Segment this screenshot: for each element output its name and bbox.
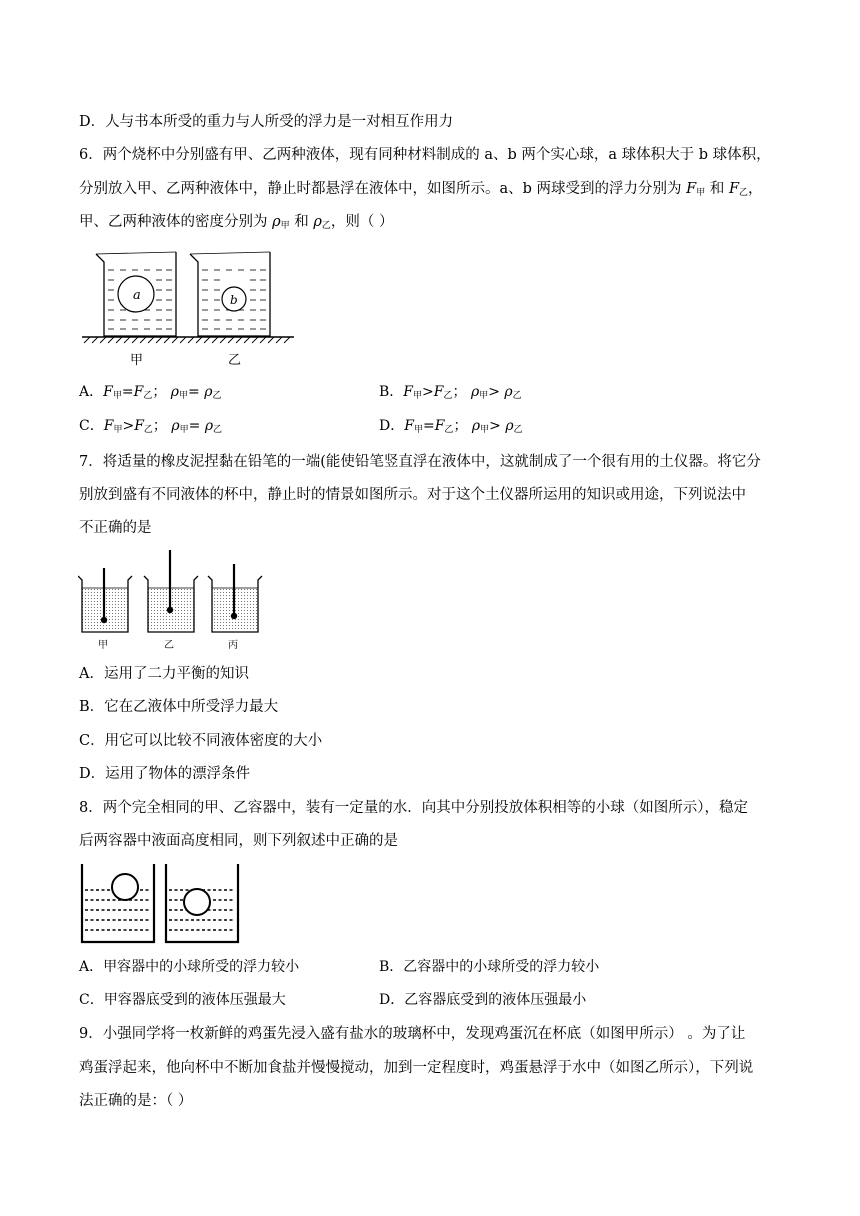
q8-stem-line-2: 后两容器中液面高度相同，则下列叙述中正确的是 xyxy=(79,833,398,849)
q6-option-a[interactable]: A．$F_甲=F_乙$； $\rho_甲= \rho_乙$ xyxy=(79,384,222,401)
q7-option-d[interactable]: D．运用了物体的漂浮条件 xyxy=(79,766,251,782)
q7-beaker-yi xyxy=(144,550,198,632)
q6-beakers-figure xyxy=(78,240,298,372)
q8-option-c[interactable]: C．甲容器底受到的液体压强最大 xyxy=(79,992,286,1008)
q8-container-jia xyxy=(82,864,154,942)
q6-option-c[interactable]: C．$F_甲>F_乙$； $\rho_甲= \rho_乙$ xyxy=(79,418,223,435)
q6-label-jia: 甲 xyxy=(130,353,144,368)
q7-option-b[interactable]: B．它在乙液体中所受浮力最大 xyxy=(79,699,279,715)
q8-ball-yi xyxy=(184,889,210,915)
q9-stem-line-3: 法正确的是：（ ） xyxy=(79,1093,193,1109)
q6-stem-line-2: 分别放入甲、乙两种液体中，静止时都悬浮在液体中，如图所示。a、b 两球受到的浮力分别为 $F_甲$ 和 $F_乙$， xyxy=(79,181,763,198)
q6-ball-a-label: a xyxy=(133,288,141,303)
q6-ground-hatch xyxy=(84,337,290,343)
q7-label-bing: 丙 xyxy=(228,640,238,651)
q7-beaker-bing xyxy=(208,564,262,632)
q7-stem-line-1: 7．将适量的橡皮泥捏黏在铅笔的一端(能使铅笔竖直浮在液体中，这就制成了一个很有用的土仪器。将它分 xyxy=(79,454,761,470)
q6-label-yi: 乙 xyxy=(228,353,242,368)
q9-stem-line-2: 鸡蛋浮起来，他向杯中不断加食盐并慢慢搅动，加到一定程度时，鸡蛋悬浮于水中（如图乙所示），下列说 xyxy=(79,1060,754,1076)
q6-stem-line-1: 6．两个烧杯中分别盛有甲、乙两种液体，现有同种材料制成的 a、b 两个实心球，a 球体积大于 b 球体积， xyxy=(79,147,771,163)
q7-pencil-figure xyxy=(78,546,268,652)
q8-container-yi xyxy=(166,864,238,942)
q6-stem-line-3: 甲、乙两种液体的密度分别为 $\rho_甲$ 和 $\rho_乙$，则（ ） xyxy=(79,214,394,231)
q9-stem-line-1: 9．小强同学将一枚新鲜的鸡蛋先浸入盛有盐水的玻璃杯中，发现鸡蛋沉在杯底（如图甲所示） 。为了让 xyxy=(79,1026,746,1042)
q8-option-b[interactable]: B．乙容器中的小球所受的浮力较小 xyxy=(379,959,600,975)
q6-option-d[interactable]: D．$F_甲=F_乙$； $\rho_甲> \rho_乙$ xyxy=(379,418,523,435)
q5-option-d: D．人与书本所受的重力与人所受的浮力是一对相互作用力 xyxy=(79,114,454,130)
q8-option-a[interactable]: A．甲容器中的小球所受的浮力较小 xyxy=(79,959,300,975)
q7-label-jia: 甲 xyxy=(98,640,108,651)
q8-stem-line-1: 8．两个完全相同的甲、乙容器中，装有一定量的水．向其中分别投放体积相等的小球（如图所示），稳定 xyxy=(79,800,748,816)
q8-containers-figure xyxy=(80,862,242,946)
q8-ball-jia xyxy=(112,874,138,900)
q7-option-c[interactable]: C．用它可以比较不同液体密度的大小 xyxy=(79,733,323,749)
q7-stem-line-2: 别放到盛有不同液体的杯中，静止时的情景如图所示。对于这个土仪器所运用的知识或用途，下列说法中 xyxy=(79,487,746,503)
q7-beaker-jia xyxy=(78,568,132,632)
q7-option-a[interactable]: A．运用了二力平衡的知识 xyxy=(79,666,249,682)
q7-label-yi: 乙 xyxy=(164,640,174,651)
q8-option-d[interactable]: D．乙容器底受到的液体压强最小 xyxy=(379,992,587,1008)
q6-option-b[interactable]: B．$F_甲>F_乙$； $\rho_甲> \rho_乙$ xyxy=(379,384,522,401)
q7-stem-line-3: 不正确的是 xyxy=(79,520,152,536)
q6-ball-b-label: b xyxy=(230,293,238,307)
